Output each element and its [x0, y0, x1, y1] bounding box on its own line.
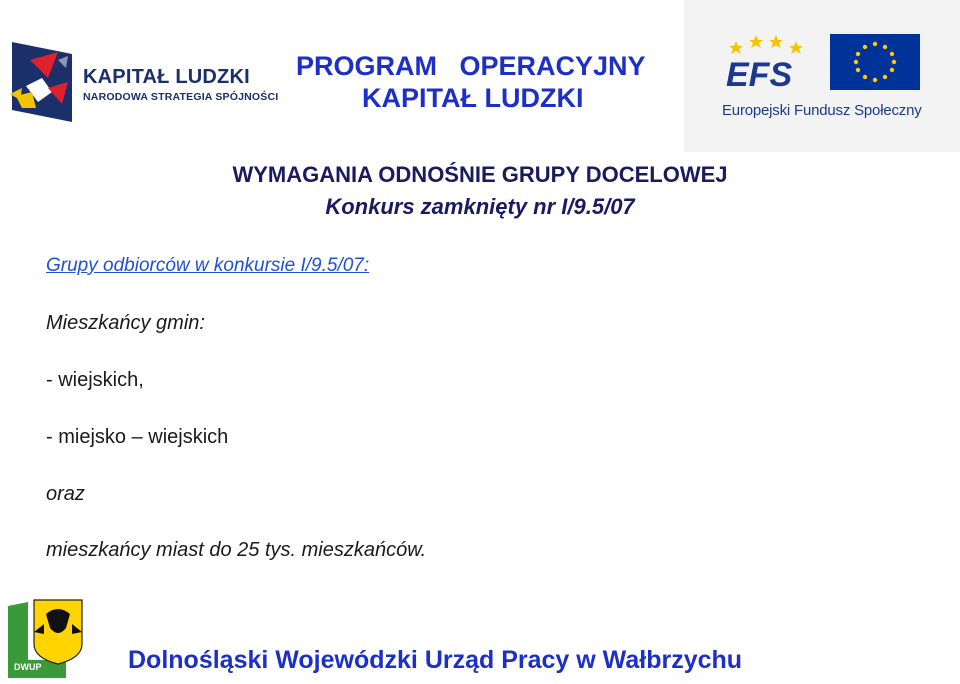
dwup-logo-label: DWUP: [14, 662, 42, 672]
program-title-line2: KAPITAŁ LUDZKI: [362, 83, 584, 114]
program-title-line1: PROGRAM OPERACYJNY: [296, 51, 646, 81]
efs-mark: EFS: [726, 56, 793, 94]
efs-logo: [720, 30, 940, 100]
body-line-urban-rural: - miejsko – wiejskich: [46, 426, 229, 448]
document-subtitle: Konkurs zamknięty nr I/9.5/07: [325, 194, 635, 219]
program-title: [296, 50, 646, 115]
efs-caption: Europejski Fundusz Społeczny: [722, 102, 922, 119]
footer-office-name: Dolnośląski Wojewódzki Urząd Pracy w Wałbrzychu: [128, 646, 743, 674]
document-title: WYMAGANIA ODNOŚNIE GRUPY DOCELOWEJ: [232, 162, 728, 187]
body-line-and: oraz: [46, 483, 85, 505]
target-groups-label: Grupy odbiorców w konkursie I/9.5/07:: [46, 255, 370, 276]
efs-stars-icon: [729, 35, 803, 54]
body-line-residents: Mieszkańcy gmin:: [46, 312, 205, 334]
body-line-rural: - wiejskich,: [46, 369, 144, 391]
kapital-ludzki-subtitle: NARODOWA STRATEGIA SPÓJNOŚCI: [83, 91, 279, 103]
dwup-logo: [4, 598, 88, 682]
body-line-cities: mieszkańcy miast do 25 tys. mieszkańców.: [46, 539, 427, 561]
kapital-ludzki-title: KAPITAŁ LUDZKI: [83, 66, 250, 88]
